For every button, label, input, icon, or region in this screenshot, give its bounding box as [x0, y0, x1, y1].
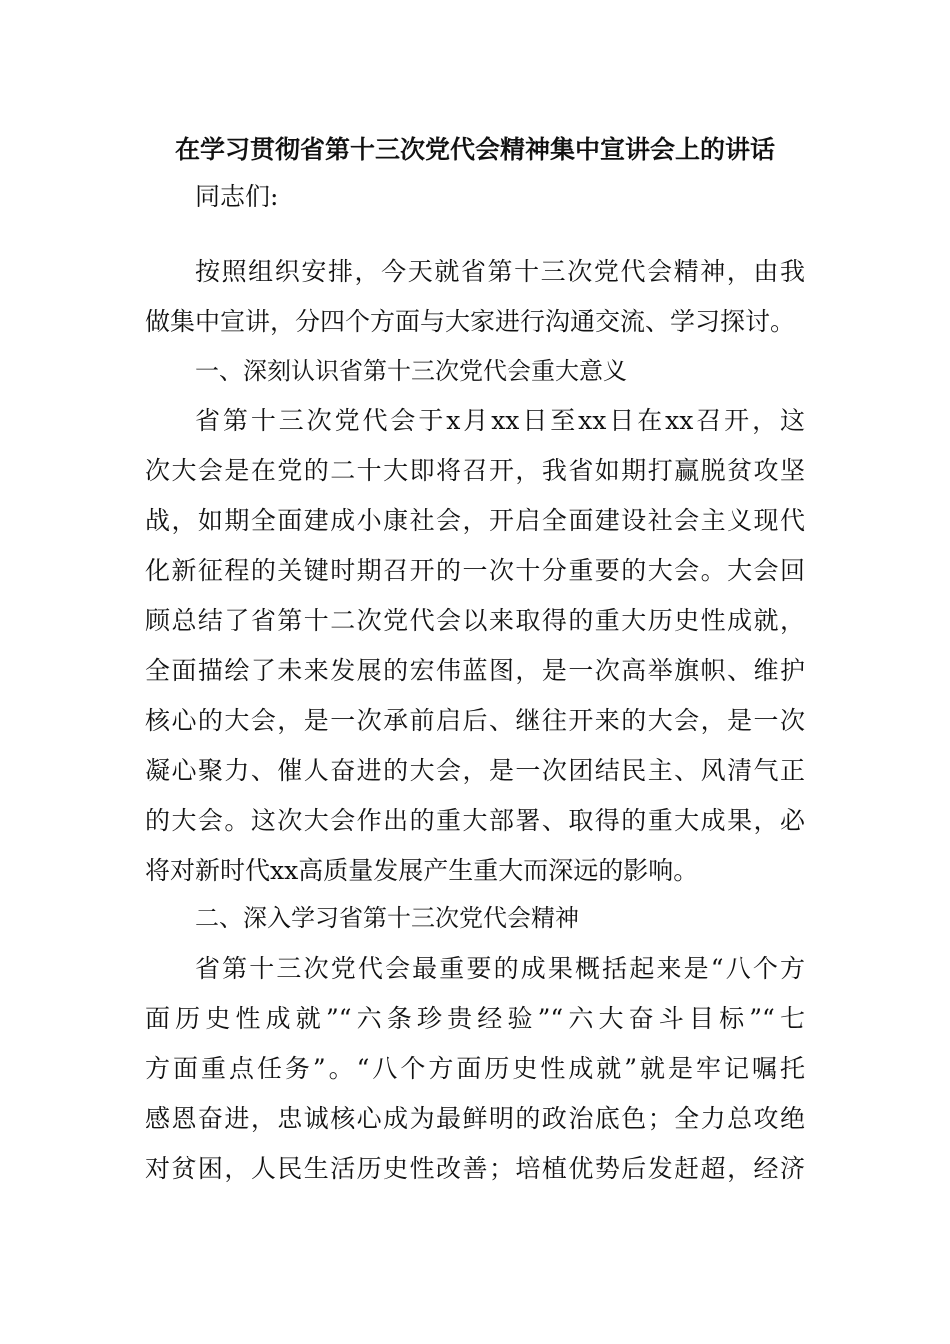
document-title: 在学习贯彻省第十三次党代会精神集中宣讲会上的讲话	[174, 135, 775, 164]
section-2-line-3: 方面重点任务”。“八个方面历史性成就”就是牢记嘱托	[145, 1054, 805, 1083]
section-2-line-5: 对贫困，人民生活历史性改善；培植优势后发赶超，经济	[145, 1154, 805, 1183]
section-2-line-4: 感恩奋进，忠诚核心成为最鲜明的政治底色；全力总攻绝	[145, 1104, 805, 1133]
section-1-line-5: 顾总结了省第十二次党代会以来取得的重大历史性成就，	[145, 606, 805, 635]
section-1-line-2: 次大会是在党的二十大即将召开，我省如期打赢脱贫攻坚	[145, 456, 805, 485]
salutation: 同志们:	[195, 182, 279, 211]
section-1-line-8: 凝心聚力、催人奋进的大会，是一次团结民主、风清气正	[145, 756, 805, 785]
section-2-line-2: 面历史性成就”“六条珍贵经验”“六大奋斗目标”“七	[145, 1004, 805, 1033]
section-1-line-9: 的大会。这次大会作出的重大部署、取得的重大成果，必	[145, 806, 805, 835]
intro-line-1: 按照组织安排，今天就省第十三次党代会精神，由我	[195, 257, 805, 286]
section-2-heading: 二、深入学习省第十三次党代会精神	[195, 904, 579, 932]
section-1-line-1: 省第十三次党代会于x月xx日至xx日在xx召开，这	[195, 406, 805, 435]
section-1-line-3: 战，如期全面建成小康社会，开启全面建设社会主义现代	[145, 506, 805, 535]
section-1-line-4: 化新征程的关键时期召开的一次十分重要的大会。大会回	[145, 556, 805, 585]
section-1-line-10: 将对新时代xx高质量发展产生重大而深远的影响。	[145, 856, 699, 885]
section-1-heading: 一、深刻认识省第十三次党代会重大意义	[195, 357, 627, 385]
section-2-line-1: 省第十三次党代会最重要的成果概括起来是“八个方	[195, 954, 805, 983]
section-1-line-6: 全面描绘了未来发展的宏伟蓝图，是一次高举旗帜、维护	[145, 656, 805, 685]
section-1-line-7: 核心的大会，是一次承前启后、继往开来的大会，是一次	[145, 706, 805, 735]
intro-line-2: 做集中宣讲，分四个方面与大家进行沟通交流、学习探讨。	[145, 307, 796, 336]
